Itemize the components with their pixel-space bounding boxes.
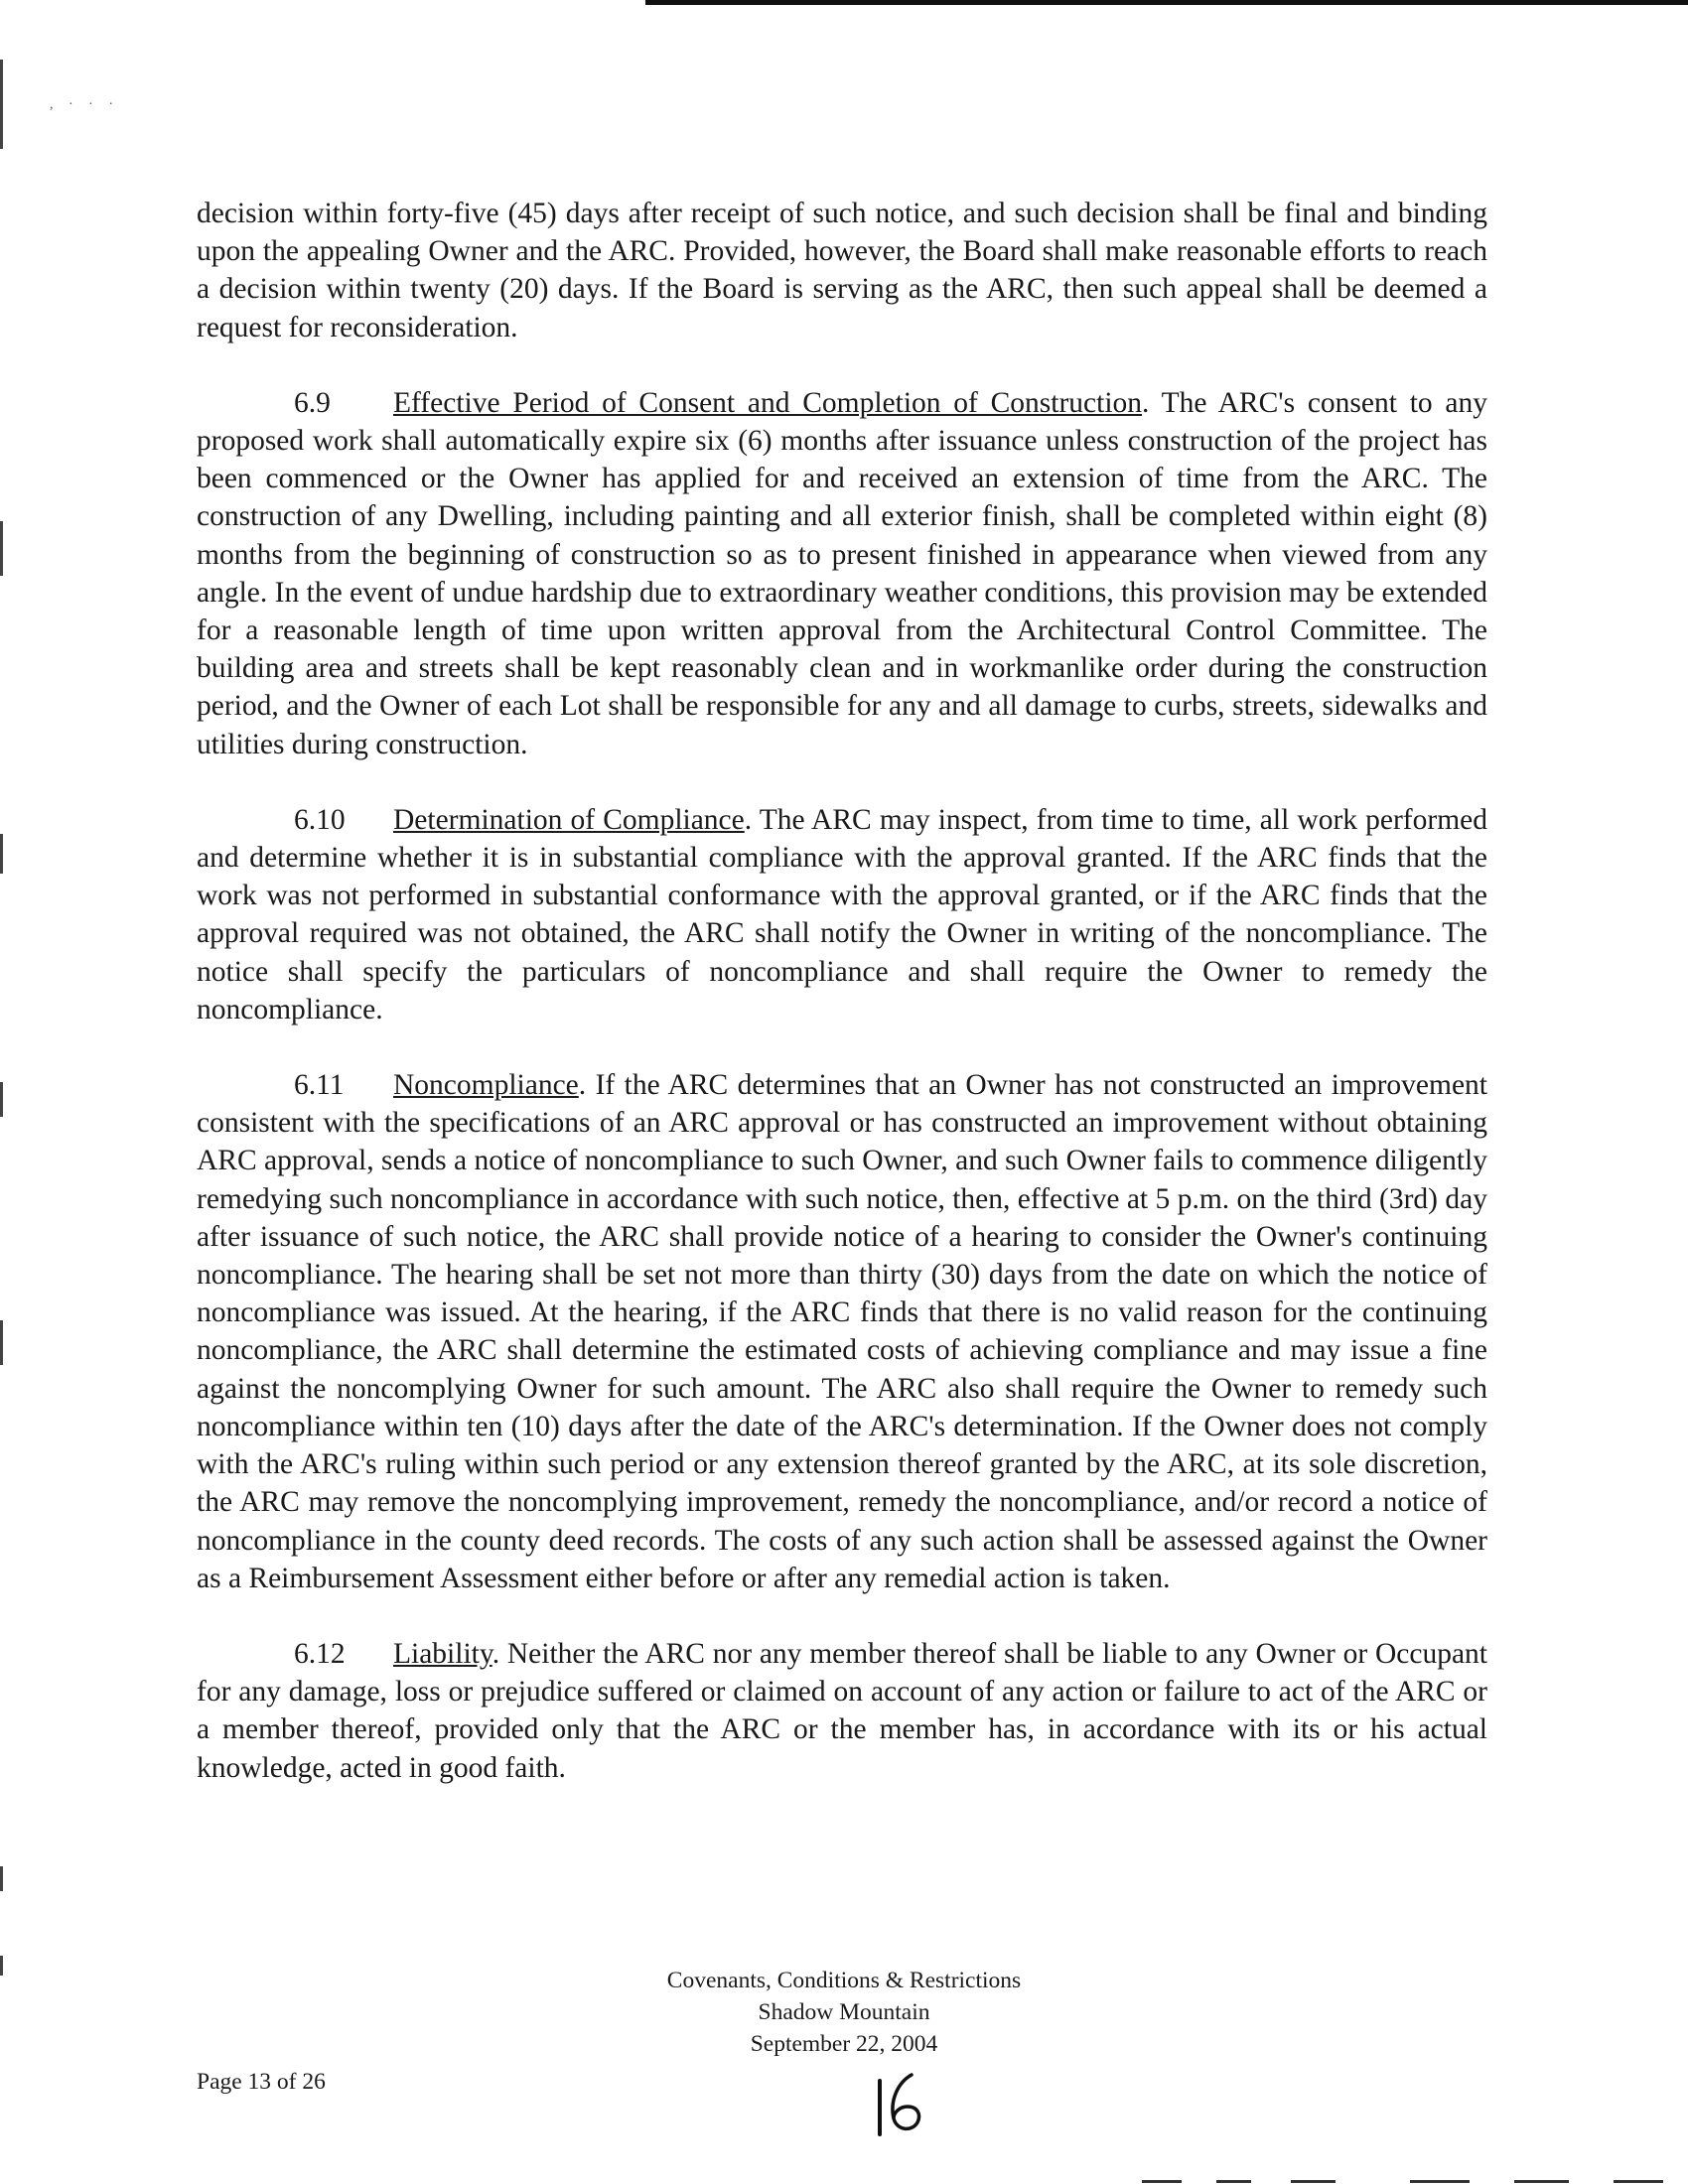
section-6-12 xyxy=(197,1635,1487,1787)
section-number: 6.11 xyxy=(294,1069,345,1102)
section-6-11 xyxy=(197,1066,1487,1597)
page-number: Page 13 of 26 xyxy=(197,2069,326,2095)
section-title: Determination of Compliance xyxy=(393,803,745,836)
section-text: . If the ARC determines that an Owner has not constructed an improvement consistent with the specifications of an ARC approval or has constructed an improvement without obtaining ARC approval, sends a notice of noncompliance to such Owner, and such Owner fails to commence diligently remedying such noncompliance in accordance with such notice, then, effective at 5 p.m. on the third (3rd) day after issuance of such notice, the ARC shall provide notice of a hearing to consider the Owner's continuing noncompliance. The hearing shall be set not more than thirty (30) days from the date on which the notice of noncompliance was issued. At the hearing, if the ARC finds that there is no valid reason for the continuing noncompliance, the ARC shall determine the estimated costs of achieving compliance and may issue a fine against the noncomplying Owner for such amount. The ARC also shall require the Owner to remedy such noncompliance within ten (10) days after the date of the ARC's determination. If the Owner does not comply with the ARC's ruling within such period or any extension thereof granted by the ARC, at its sole discretion, the ARC may remove the noncomplying improvement, remedy the noncompliance, and/or record a notice of noncompliance in the county deed records. The costs of any such action shall be assessed against the Owner as a Reimbursement Assessment either before or after any remedial action is taken. xyxy=(197,1069,1487,1594)
document-footer xyxy=(0,1965,1688,2060)
footer-title: Covenants, Conditions & Restrictions xyxy=(666,1968,1022,1993)
section-title: Liability xyxy=(393,1637,492,1670)
paragraph-continuation: decision within forty-five (45) days after receipt of such notice, and such decision shall be final and binding upon the appealing Owner and the ARC. Provided, however, the Board shall make reasonable efforts to reach a decision within twenty (20) days. If the Board is serving as the ARC, then such appeal shall be deemed a request for reconsideration. xyxy=(197,198,1487,343)
scan-bottom-edge xyxy=(1142,2180,1182,2183)
scan-left-mark xyxy=(0,1866,3,1891)
handwritten-page-mark xyxy=(872,2069,931,2138)
scan-bottom-edge xyxy=(1410,2180,1470,2183)
section-title: Effective Period of Consent and Completion of Construction xyxy=(393,386,1143,419)
section-6-10 xyxy=(197,801,1487,1028)
footer-date: September 22, 2004 xyxy=(750,2031,938,2057)
footer-project-name: Shadow Mountain xyxy=(758,1999,930,2025)
section-text: . The ARC's consent to any proposed work shall automatically expire six (6) months after issuance unless construction of the project has been commenced or the Owner has applied for and received an extension of time from the ARC. The construction of any Dwelling, including painting and all exterior finish, shall be completed within eight (8) months from the beginning of construction so as to present finished in appearance when viewed from any angle. In the event of undue hardship due to extraordinary weather conditions, this provision may be extended for a reasonable length of time upon written approval from the Architectural Control Committee. The building area and streets shall be kept reasonably clean and in workmanlike order during the construction period, and the Owner of each Lot shall be responsible for any and all damage to curbs, streets, sidewalks and utilities during construction. xyxy=(197,386,1487,760)
section-number: 6.10 xyxy=(294,803,346,836)
section-6-9 xyxy=(197,384,1487,763)
section-text: . Neither the ARC nor any member thereof shall be liable to any Owner or Occupant for any damage, loss or prejudice suffered or claimed on account of any action or failure to act of the ARC or a member thereof, provided only that the ARC or the member has, in accordance with its or his actual knowledge, acted in good faith. xyxy=(197,1637,1487,1784)
scan-speck: , · · · xyxy=(50,97,119,112)
scan-bottom-edge xyxy=(1216,2180,1251,2183)
scan-left-mark xyxy=(0,834,3,874)
scan-left-mark xyxy=(0,60,3,149)
document-body xyxy=(197,195,1487,1825)
section-title: Noncompliance xyxy=(393,1069,579,1102)
scan-left-mark xyxy=(0,521,3,576)
scan-bottom-edge xyxy=(1291,2180,1336,2183)
scan-bottom-edge xyxy=(1614,2180,1663,2183)
scan-bottom-edge xyxy=(1514,2180,1569,2183)
section-number: 6.9 xyxy=(294,386,331,419)
scan-top-edge xyxy=(645,0,1688,5)
section-number: 6.12 xyxy=(294,1637,346,1670)
scan-left-mark xyxy=(0,1082,3,1117)
section-text: . The ARC may inspect, from time to time, all work performed and determine whether it is in substantial compliance with the approval granted. If the ARC finds that the work was not performed in substantial conformance with the approval granted, or if the ARC finds that the approval required was not obtained, the ARC shall notify the Owner in writing of the noncompliance. The notice shall specify the particulars of noncompliance and shall require the Owner to remedy the noncompliance. xyxy=(197,803,1487,1025)
scan-left-mark xyxy=(0,1320,3,1365)
